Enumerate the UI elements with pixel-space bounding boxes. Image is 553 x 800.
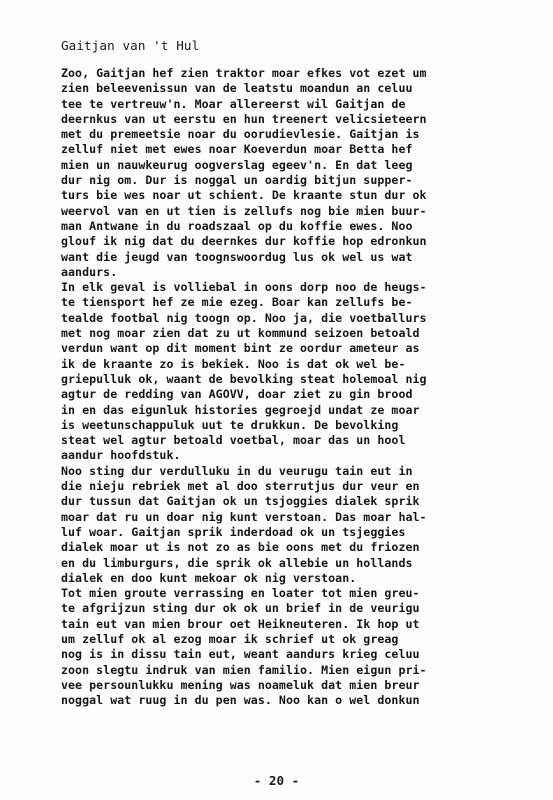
text-line: moar dat ru un doar nig kunt verstoan. Das moar hal- (61, 509, 427, 524)
text-line: te tiensport hef ze mie ezeg. Boar kan zellufs be- (61, 295, 413, 310)
text-line: zoon slegtu indruk van mien familio. Mien eigun pri- (61, 662, 427, 677)
text-line: aandur hoofdstuk. (61, 448, 181, 463)
text-line: zien beleevenissun van de leatstu moandun an celuu (61, 81, 413, 96)
article-body (61, 66, 501, 708)
text-line: weervol van en ut tien is zellufs nog bie mien buur- (61, 203, 427, 218)
text-line: deernkus van ut eerstu en hun treenert velicsieteern (61, 111, 427, 126)
text-line: die nieju rebriek met al doo sterrutjus dur veur en (61, 479, 420, 494)
text-line: dialek moar ut is not zo as bie oons met du friozen (61, 540, 420, 555)
text-line: mien un nauwkeurug oogverslag egeev'n. En dat leeg (61, 157, 413, 172)
text-line: noggal wat ruug in du pen was. Noo kan o wel donkun (61, 693, 420, 708)
text-line: Noo sting dur verdulluku in du veurugu tain eut in (61, 463, 413, 478)
text-line: tee te vertreuw'n. Moar allereerst wil Gaitjan de (61, 96, 406, 111)
text-line: tealde footbal nig toogn op. Noo ja, die voetballurs (61, 310, 427, 325)
text-line: met nog moar zien dat zu ut kommund seizoen betoald (61, 326, 420, 341)
text-line: man Antwane in du roadszaal op du koffie ewes. Noo (61, 218, 413, 233)
text-line: te afgrijzun sting dur ok ok un brief in de veurigu (61, 601, 420, 616)
text-line: luf woar. Gaitjan sprik inderdoad ok un tsjeggies (61, 524, 406, 539)
text-line: Tot mien groute verrassing en loater tot mien greu- (61, 586, 420, 601)
text-line: dur tussun dat Gaitjan ok un tsjoggies dialek sprik (61, 494, 420, 509)
text-line: steat wel agtur betoald voetbal, moar das un hool (61, 433, 406, 448)
text-line: dialek en doo kunt mekoar ok nig verstoan. (61, 570, 357, 585)
text-line: is weetunschappuluk uut te drukkun. De bevolking (61, 417, 399, 432)
text-line: in en das eigunluk histories gegroejd undat ze moar (61, 402, 420, 417)
text-line: vee persounlukku mening was noameluk dat mien breur (61, 677, 420, 692)
text-line: want die jeugd van toognswoordug lus ok wel us wat (61, 249, 413, 264)
text-line: tain eut van mien brour oet Heikneuteren. Ik hop ut (61, 616, 420, 631)
text-line: Zoo, Gaitjan hef zien traktor moar efkes vot ezet um (61, 66, 427, 80)
text-line: dur nig om. Dur is noggal un oardig bitjun supper- (61, 173, 413, 188)
text-line: met du premeetsie noar du oorudievlesie. Gaitjan is (61, 127, 420, 142)
text-line: verdun want op dit moment bint ze oordur ameteur as (61, 341, 420, 356)
text-line: glouf ik nig dat du deernkes dur koffie hop edronkun (61, 234, 427, 249)
text-line: nog is in dissu tain eut, weant aandurs krieg celuu (61, 647, 420, 662)
text-line: In elk geval is volliebal in oons dorp noo de heugs- (61, 280, 427, 295)
text-line: ik de kraante zo is bekiek. Noo is dat ok wel be- (61, 356, 406, 371)
text-line: griepulluk ok, waant de bevolking steat holemoal nig (61, 371, 427, 386)
author-heading: Gaitjan van 't Hul (61, 38, 200, 53)
text-line: um zelluf ok al ezog moar ik schrief ut ok greag (61, 631, 399, 646)
text-line: agtur de redding van AGOVV, doar ziet zu gin brood (61, 387, 413, 402)
text-line: en du limburgurs, die sprik ok allebie un hollands (61, 555, 413, 570)
text-line: turs bie wes noar ut schient. De kraante stun dur ok (61, 188, 427, 203)
text-line: aandurs. (61, 264, 118, 279)
page-number: - 20 - (253, 773, 300, 788)
text-line: zelluf niet met ewes noar Koeverdun moar Betta hef (61, 142, 413, 157)
